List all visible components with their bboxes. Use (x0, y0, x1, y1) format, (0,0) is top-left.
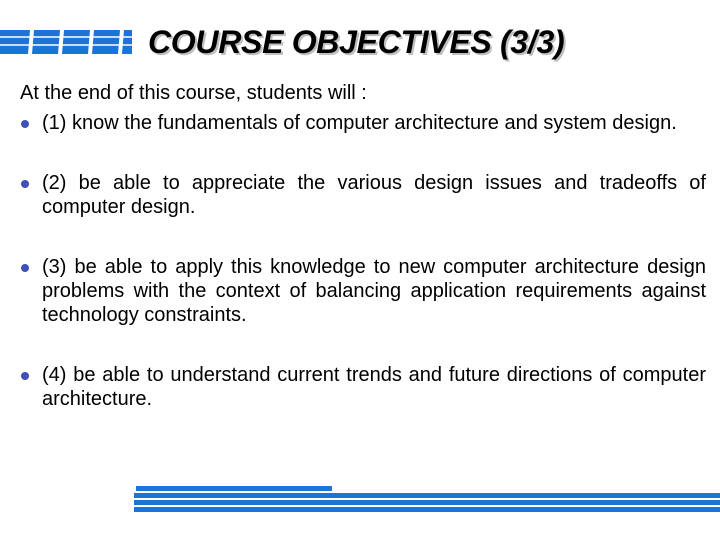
list-item-text: (3) be able to apply this knowledge to new computer architecture design problems with the context of balancing application requirements against technology constraints. (42, 256, 706, 326)
footer-decoration (134, 484, 720, 514)
bullet-dot-icon (21, 180, 29, 188)
logo-stripe (92, 30, 120, 54)
footer-bar (134, 500, 720, 505)
list-item-text: (2) be able to appreciate the various design issues and tradeoffs of computer design. (42, 172, 706, 218)
intro-text: At the end of this course, students will : (20, 82, 367, 104)
footer-bar (134, 493, 720, 498)
list-item-text: (4) be able to understand current trends and future directions of computer architecture. (42, 364, 706, 410)
footer-bar (134, 507, 720, 512)
bullet-dot-icon (21, 120, 29, 128)
slide-title: COURSE OBJECTIVES (3/3) (148, 24, 565, 60)
list-item (20, 255, 706, 327)
logo-stripes (0, 30, 132, 54)
objectives-list (20, 111, 706, 411)
list-item-text: (1) know the fundamentals of computer architecture and system design. (42, 112, 677, 134)
logo-stripe (0, 30, 30, 54)
bullet-dot-icon (21, 264, 29, 272)
logo-stripe (122, 30, 132, 54)
list-item (20, 363, 706, 411)
list-item (20, 171, 706, 219)
logo-stripe (62, 30, 90, 54)
logo-stripe (32, 30, 60, 54)
bullet-dot-icon (21, 372, 29, 380)
footer-bar (136, 486, 332, 491)
list-item (20, 111, 706, 135)
